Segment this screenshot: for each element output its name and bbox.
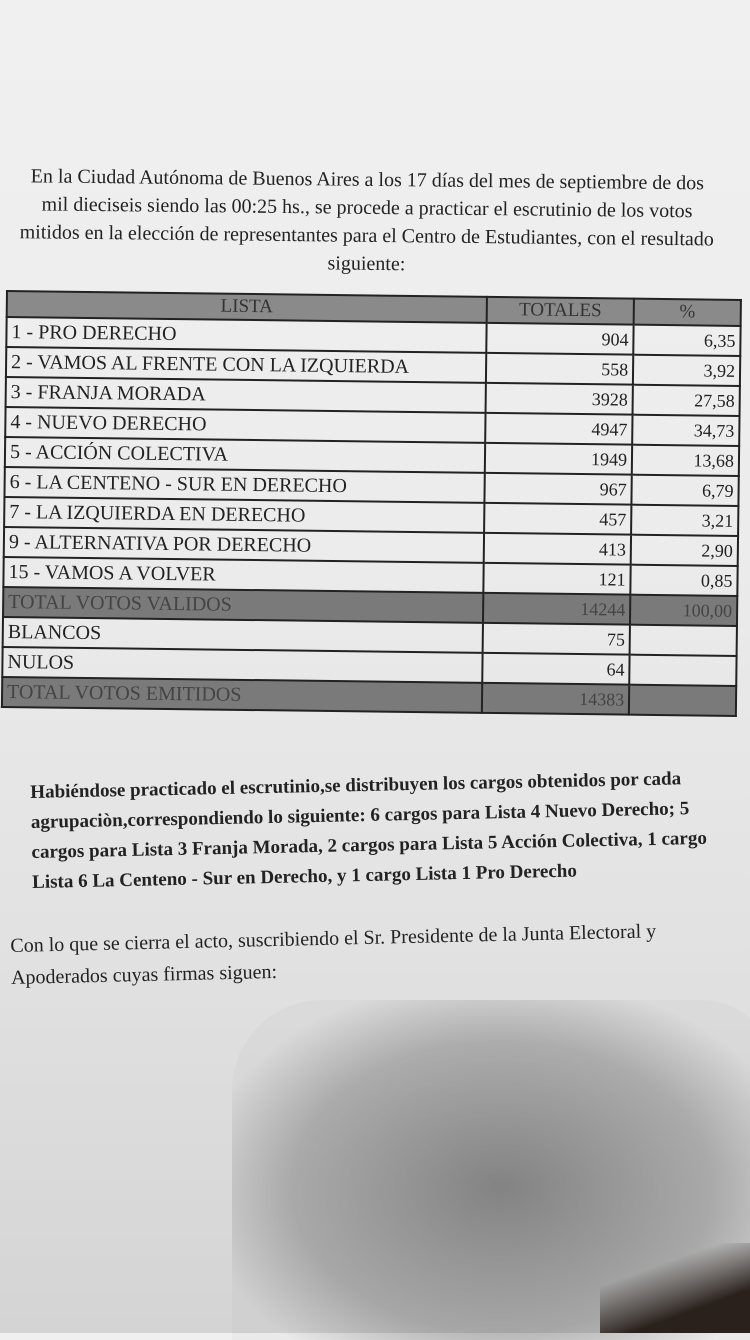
corner-shadow xyxy=(600,1243,750,1333)
header-totales: TOTALES xyxy=(487,297,635,325)
intro-line: siguiente: xyxy=(327,252,406,276)
row-total: 457 xyxy=(484,503,632,535)
intro-line: mitidos en la elección de representantes para el Centro de Estudiantes, con el resultado xyxy=(19,221,714,251)
row-name: 15 - VAMOS A VOLVER xyxy=(3,557,483,593)
row-pct: 27,58 xyxy=(633,385,740,416)
total-emitidos-label: TOTAL VOTOS EMITIDOS xyxy=(2,677,482,713)
row-name: 5 - ACCIÓN COLECTIVA xyxy=(5,437,485,473)
row-name: 9 - ALTERNATIVA POR DERECHO xyxy=(4,527,484,563)
intro-line: En la Ciudad Autónoma de Buenos Aires a los 17 días del mes de septiembre de dos xyxy=(30,165,705,195)
total-emitidos-pct xyxy=(629,685,736,716)
row-total: 4947 xyxy=(485,413,633,445)
row-name: 6 - LA CENTENO - SUR EN DERECHO xyxy=(4,467,484,503)
row-total: 413 xyxy=(484,533,632,565)
row-pct: 34,73 xyxy=(632,415,739,446)
row-total: 1949 xyxy=(485,443,633,475)
row-pct: 3,21 xyxy=(631,505,738,536)
header-lista: LISTA xyxy=(7,291,487,323)
row-name: 7 - LA IZQUIERDA EN DERECHO xyxy=(4,497,484,533)
row-name: 2 - VAMOS AL FRENTE CON LA IZQUIERDA xyxy=(6,347,486,383)
row-pct: 2,90 xyxy=(631,535,738,566)
nulos-value: 64 xyxy=(482,653,630,685)
row-name: 3 - FRANJA MORADA xyxy=(6,377,486,413)
results-table xyxy=(1,290,742,717)
blancos-label: BLANCOS xyxy=(3,617,483,653)
row-total: 121 xyxy=(483,563,631,595)
blancos-value: 75 xyxy=(483,623,631,655)
distribution-paragraph: Habiéndose practicado el escrutinio,se distribuyen los cargos obtenidos por cada agrupaciòn,correspondiendo lo siguiente: 6 cargos para Lista 4 Nuevo Derecho; 5 cargos para Lista 3 Franja Morada, 2 cargos para Lista 5 Acción Colectiva, 1 cargo Lista 6 La Centeno - Sur en Derecho, y 1 cargo Lista 1 Pro Derecho xyxy=(30,768,708,893)
intro-line: mil dieciseis siendo las 00:25 hs., se procede a practicar el escrutinio de los votos xyxy=(41,193,693,223)
row-name: 4 - NUEVO DERECHO xyxy=(5,407,485,443)
total-validos-pct: 100,00 xyxy=(630,595,737,626)
row-name: 1 - PRO DERECHO xyxy=(6,317,486,353)
total-validos-value: 14244 xyxy=(483,593,631,625)
total-emitidos-value: 14383 xyxy=(482,683,630,715)
row-total: 3928 xyxy=(485,383,633,415)
header-pct: % xyxy=(634,299,741,326)
intro-paragraph xyxy=(0,162,735,282)
total-validos-label: TOTAL VOTOS VALIDOS xyxy=(3,587,483,623)
row-total: 967 xyxy=(484,473,632,505)
row-pct: 6,79 xyxy=(632,475,739,506)
closing-paragraph: Con lo que se cierra el acto, suscribiendo el Sr. Presidente de la Junta Electoral y Apoderados cuyas firmas siguen: xyxy=(10,920,657,989)
blancos-pct xyxy=(630,625,737,656)
row-total: 558 xyxy=(486,353,634,385)
row-pct: 0,85 xyxy=(630,565,737,596)
row-pct: 13,68 xyxy=(632,445,739,476)
row-total: 904 xyxy=(486,323,634,355)
nulos-label: NULOS xyxy=(2,647,482,683)
nulos-pct xyxy=(629,655,736,686)
row-pct: 3,92 xyxy=(633,355,740,386)
row-pct: 6,35 xyxy=(633,325,740,356)
